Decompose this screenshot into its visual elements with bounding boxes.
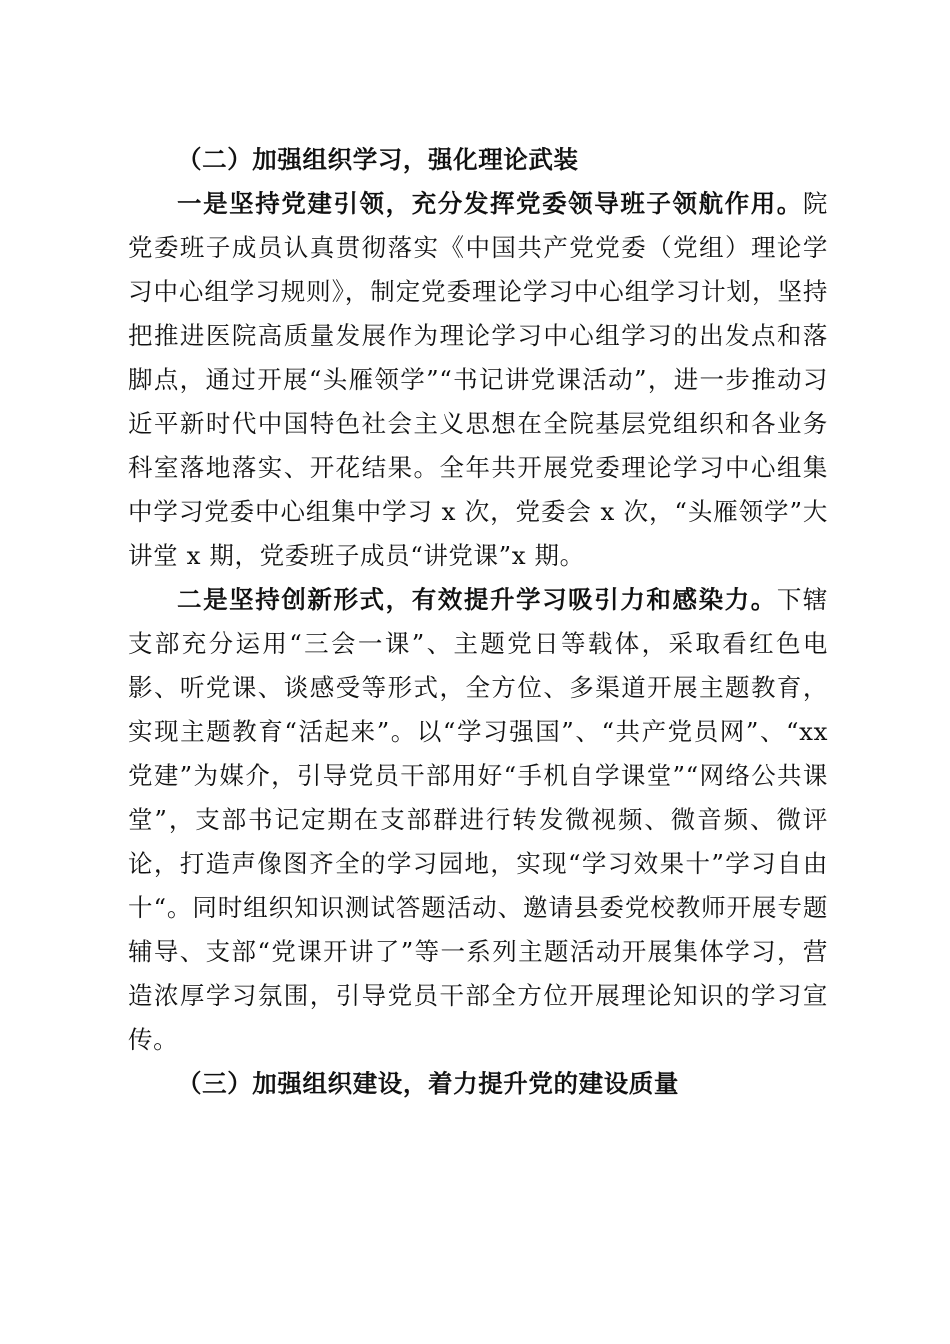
paragraph-2-lead: 二是坚持创新形式，有效提升学习吸引力和感染力。 bbox=[177, 585, 777, 614]
section-heading-2: （二）加强组织学习，强化理论武装 bbox=[177, 145, 579, 174]
paragraph-1 bbox=[128, 182, 828, 578]
paragraph-2 bbox=[128, 578, 828, 1062]
paragraph-2-body: 下辖支部充分运用“三会一课”、主题党日等载体，采取看红色电影、听党课、谈感受等形式，全方位、多渠道开展主题教育，实现主题教育“活起来”。以“学习强国”、“共产党员网”、“xx 党建”为媒介，引导党员干部用好“手机自学课堂”“网络公共课堂”，支部书记定期在支部群进行转发微视频、微音频、微评论，打造声像图齐全的学习园地，实现“学习效果十”学习自由十“。同时组织知识测试答题活动、邀请县委党校教师开展专题辅导、支部“党课开讲了”等一系列主题活动开展集体学习，营造浓厚学习氛围，引导党员干部全方位开展理论知识的学习宣传。 bbox=[128, 585, 828, 1054]
paragraph-1-body: 院党委班子成员认真贯彻落实《中国共产党党委（党组）理论学习中心组学习规则》，制定党委理论学习中心组学习计划，坚持把推进医院高质量发展作为理论学习中心组学习的出发点和落脚点，通过开展“头雁领学”“书记讲党课活动”，进一步推动习近平新时代中国特色社会主义思想在全院基层党组织和各业务科室落地落实、开花结果。全年共开展党委理论学习中心组集中学习党委中心组集中学习 x 次，党委会 x 次，“头雁领学”大讲堂 x 期，党委班子成员“讲党课”x 期。 bbox=[128, 189, 828, 570]
paragraph-1-lead: 一是坚持党建引领，充分发挥党委领导班子领航作用。 bbox=[177, 189, 803, 218]
document-body bbox=[128, 138, 828, 1106]
section-heading-3: （三）加强组织建设，着力提升党的建设质量 bbox=[177, 1069, 679, 1098]
